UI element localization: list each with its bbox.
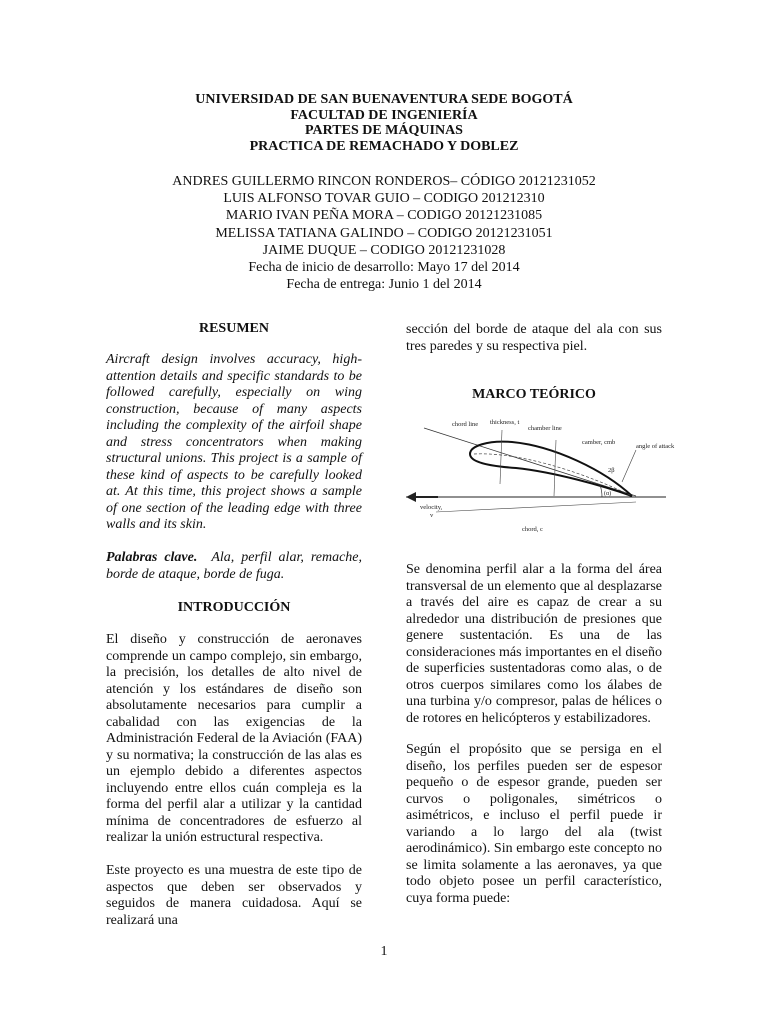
start-date-line: Fecha de inicio de desarrollo: Mayo 17 del 2014 xyxy=(248,260,520,276)
thickness-marker xyxy=(500,430,502,484)
intro-paragraph-1: El diseño y construcción de aeronaves comprende un campo complejo, sin embargo, la precisión, los detalles de alto nivel de atención y los estándares de diseño son absolutamente necesarios para cumplir a cabalidad con las exigencias de la Administración Federal de la Aviación (FAA) y su normativa; la construcción de las alas es un ejemplo debido a diferentes aspectos incluyendo entre ellos cuán compleja es la forma del perfil alar a utilizar y la cantidad mínima de concentradores de esfuerzo al realizar la unión estructural respectiva. xyxy=(106,632,362,845)
right-column xyxy=(406,0,675,1024)
label-chord: chord, c xyxy=(522,526,543,533)
author-line: MELISSA TATIANA GALINDO – CODIGO 20121231051 xyxy=(215,225,553,241)
label-chamber-line: chamber line xyxy=(528,425,562,432)
airfoil-figure xyxy=(404,410,675,540)
keywords-label: Palabras clave. xyxy=(106,550,198,565)
label-velocity: velocity, xyxy=(420,504,443,511)
label-camber: camber, cmb xyxy=(582,439,616,446)
author-line: ANDRES GUILLERMO RINCON RONDEROS– CÓDIGO 20121231052 xyxy=(172,174,596,189)
abstract-paragraph: Aircraft design involves accuracy, high-attention details and specific standards to be followed carefully, especially on wing construction, because of many aspects including the complexity of the airfoil shape and stress concentrators when making structural unions. This project is a sample of these kind of aspects to be carefully looked at. At this time, this project shows a sample of one section of the leading edge with three walls and its skin. xyxy=(106,352,362,532)
airfoil-types-paragraph: Según el propósito que se persiga en el diseño, los perfiles pueden ser de espesor pequeño o de espesor grande, pueden ser curvos o poligonales, simétricos o asimétricos, e incluso el perfil puede ir variando a lo largo del ala (twist aerodinámico). Sin embargo este concepto no se limita solamente a las aeronaves, ya que todo objeto posee un perfil característico, cuya forma puede: xyxy=(406,742,662,906)
continuation-paragraph: sección del borde de ataque del ala con sus tres paredes y su respectiva piel. xyxy=(406,322,662,354)
camber-marker xyxy=(554,440,556,496)
arrow-left-icon xyxy=(406,492,416,502)
keywords-paragraph xyxy=(106,550,362,583)
intro-heading: INTRODUCCIÓN xyxy=(177,600,291,615)
keywords-text: Ala, perfil alar, remache, borde de ataque, borde de fuga. xyxy=(106,550,363,582)
intro-paragraph-2: Este proyecto es una muestra de este tipo de aspectos que deben ser observados y seguidos de manera cuidadosa. Aquí se realizará una xyxy=(106,863,362,928)
label-v: v xyxy=(430,512,434,519)
title-faculty: FACULTAD DE INGENIERÍA xyxy=(290,107,478,123)
label-chord-line: chord line xyxy=(452,421,479,428)
delivery-date-line: Fecha de entrega: Junio 1 del 2014 xyxy=(286,277,482,293)
title-course: PARTES DE MÁQUINAS xyxy=(305,123,463,138)
label-angle-of-attack: angle of attack xyxy=(636,443,675,450)
title-practice: PRACTICA DE REMACHADO Y DOBLEZ xyxy=(249,138,519,154)
chord-dimension-line xyxy=(436,502,636,512)
label-two-beta: 2β xyxy=(608,467,615,474)
label-thickness: thickness, t xyxy=(490,419,520,426)
airfoil-definition-paragraph: Se denomina perfil alar a la forma del área transversal de un elemento que al desplazarse a través del aire es capaz de crear a su alrededor una distribución de presiones que genere sustentación. Es una de las consideraciones más importantes en el diseño de superficies sustentadoras como alas, o de otros cuerpos similares como los álabes de una turbina y/o compresor, palas de hélices o de rotores en helicópteros y estabilizadores. xyxy=(406,562,662,726)
marco-teorico-heading: MARCO TEÓRICO xyxy=(472,387,596,402)
label-alpha: (α) xyxy=(604,491,612,497)
angle-leader xyxy=(622,450,636,482)
title-university: UNIVERSIDAD DE SAN BUENAVENTURA SEDE BOGOTÁ xyxy=(195,92,573,107)
resumen-heading: RESUMEN xyxy=(198,321,269,336)
author-line: JAIME DUQUE – CODIGO 20121231028 xyxy=(262,242,506,258)
author-line: LUIS ALFONSO TOVAR GUIO – CODIGO 201212310 xyxy=(223,191,545,207)
page-number: 1 xyxy=(380,944,388,959)
left-column xyxy=(106,0,362,1024)
author-line: MARIO IVAN PEÑA MORA – CODIGO 20121231085 xyxy=(225,208,543,224)
